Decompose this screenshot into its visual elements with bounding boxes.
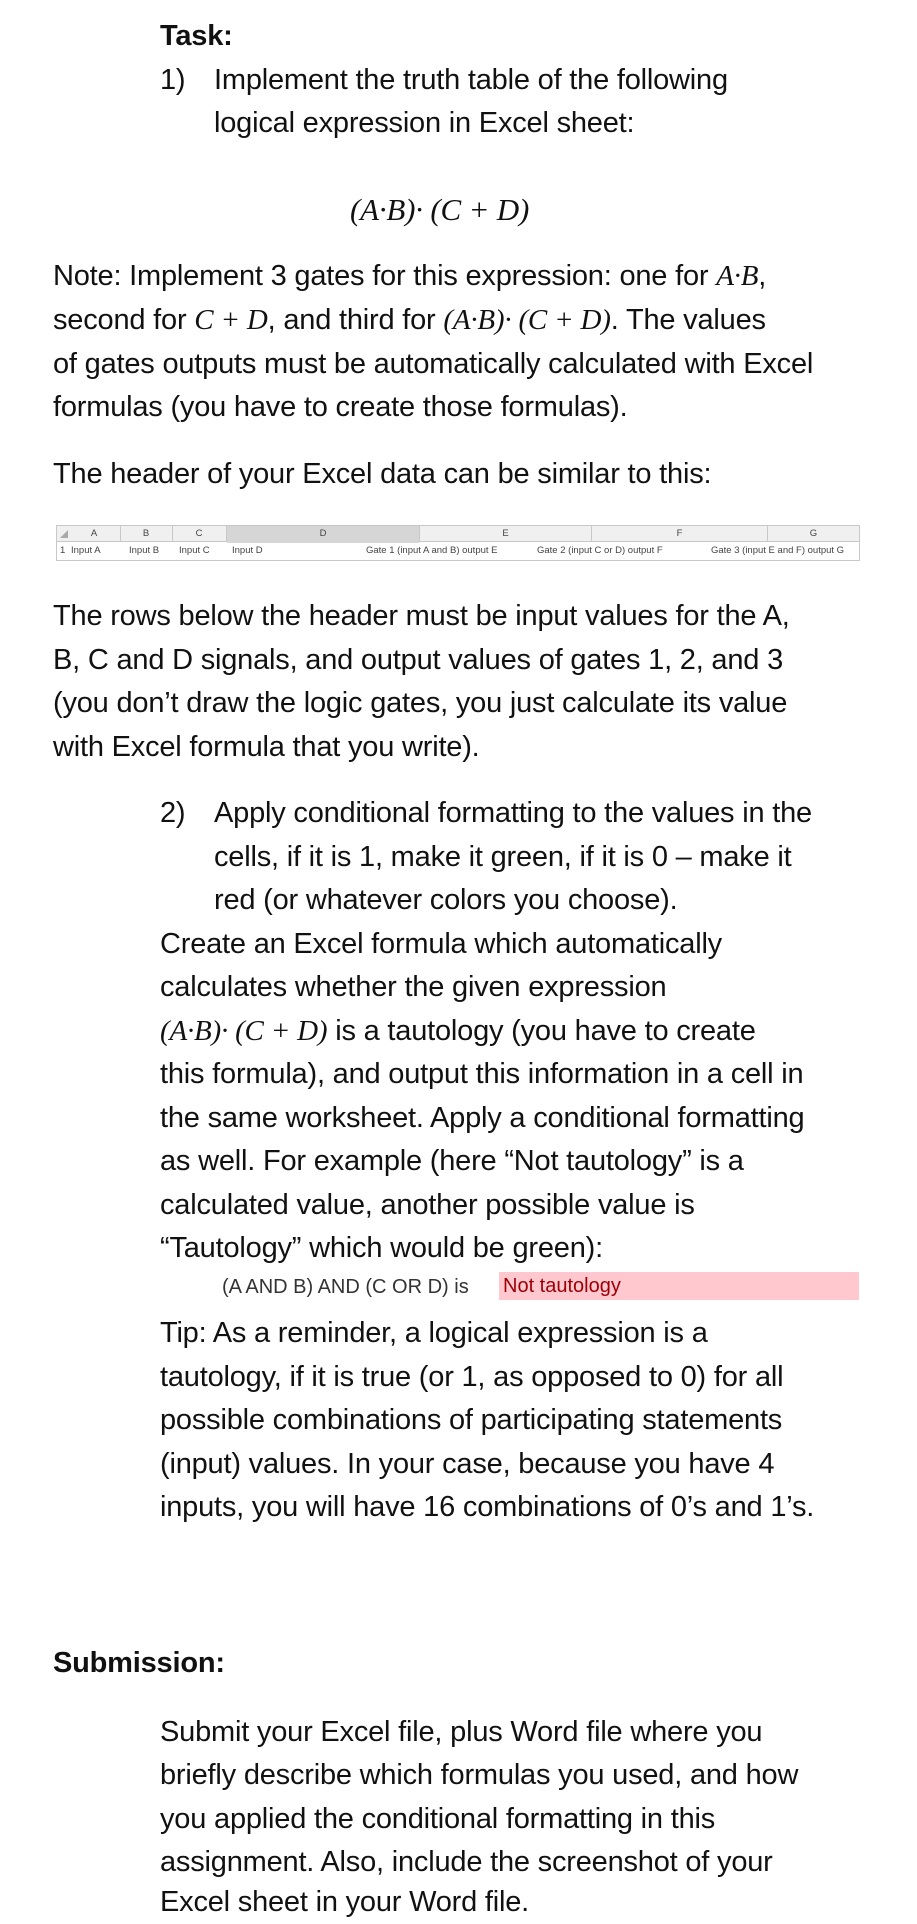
tip-line-4: (input) values. In your case, because you have 4: [160, 1448, 775, 1480]
note-line-2: [53, 298, 766, 342]
item-1-number: 1): [160, 64, 186, 96]
row-number[interactable]: 1: [60, 545, 66, 556]
rows-line-2: B, C and D signals, and output values of gates 1, 2, and 3: [53, 644, 783, 676]
note-line-1: [53, 254, 766, 298]
taut-line-3: [160, 1009, 756, 1053]
tip-line-2: tautology, if it is true (or 1, as opposed to 0) for all: [160, 1361, 784, 1393]
note-text: second for: [53, 304, 195, 336]
submission-line-5: Excel sheet in your Word file.: [160, 1886, 530, 1918]
col-header-e[interactable]: E: [502, 528, 509, 539]
item-2-line-1: Apply conditional formatting to the values in the: [214, 797, 812, 829]
taut-line-5: the same worksheet. Apply a conditional formatting: [160, 1102, 805, 1134]
note-text: . The values: [610, 304, 766, 336]
cell-g1[interactable]: Gate 3 (input E and F) output G: [711, 545, 845, 556]
col-header-a[interactable]: A: [90, 528, 98, 539]
taut-line-8: “Tautology” which would be green):: [160, 1232, 603, 1264]
col-header-b[interactable]: B: [142, 528, 150, 539]
header-intro: The header of your Excel data can be similar to this:: [53, 458, 712, 490]
submission-line-3: you applied the conditional formatting in this: [160, 1803, 716, 1835]
item-2-line-3: red (or whatever colors you choose).: [214, 884, 678, 916]
taut-line-2: calculates whether the given expression: [160, 971, 667, 1003]
expression: (A·B)· (C + D): [350, 192, 530, 227]
note-math: C + D: [194, 304, 268, 336]
col-header-f[interactable]: F: [676, 528, 683, 539]
submission-line-4: assignment. Also, include the screenshot of your: [160, 1846, 773, 1878]
cell-e1[interactable]: Gate 1 (input A and B) output E: [366, 545, 498, 556]
cell-f1[interactable]: Gate 2 (input C or D) output F: [537, 545, 663, 556]
tip-line-3: possible combinations of participating statements: [160, 1404, 783, 1436]
item-2-number: 2): [160, 797, 186, 829]
submission-heading: Submission:: [53, 1647, 225, 1679]
taut-line-6: as well. For example (here “Not tautology” is a: [160, 1145, 744, 1177]
item-2-line-2: cells, if it is 1, make it green, if it is 0 – make it: [214, 841, 792, 873]
header-row: [57, 542, 859, 559]
rows-line-4: with Excel formula that you write).: [53, 731, 480, 763]
item-1-line-1: Implement the truth table of the following: [214, 64, 728, 96]
rows-line-3: (you don’t draw the logic gates, you just calculate its value: [53, 687, 788, 719]
note-line-3: of gates outputs must be automatically calculated with Excel: [53, 348, 814, 380]
task-heading: Task:: [160, 20, 233, 52]
taut-line-7: calculated value, another possible value is: [160, 1189, 695, 1221]
cell-d1[interactable]: Input D: [232, 545, 263, 556]
submission-line-1: Submit your Excel file, plus Word file where you: [160, 1716, 763, 1748]
cell-b1[interactable]: Input B: [129, 545, 160, 556]
col-header-g[interactable]: G: [809, 528, 818, 539]
tautology-value-cell[interactable]: Not tautology: [499, 1272, 859, 1300]
note-text: ,: [758, 260, 767, 292]
note-math: A·B: [716, 260, 759, 292]
excel-header-strip: [56, 525, 860, 561]
note-line-4: formulas (you have to create those formulas).: [53, 391, 628, 423]
col-header-d[interactable]: D: [227, 526, 419, 543]
rows-line-1: The rows below the header must be input values for the A,: [53, 600, 790, 632]
cell-a1[interactable]: Input A: [71, 545, 101, 556]
cell-c1[interactable]: Input C: [179, 545, 210, 556]
submission-line-2: briefly describe which formulas you used, and how: [160, 1759, 799, 1791]
item-1-line-2: logical expression in Excel sheet:: [214, 107, 635, 139]
tautology-label: (A AND B) AND (C OR D) is: [222, 1276, 469, 1298]
note-math: (A·B)· (C + D): [443, 304, 611, 336]
note-text: Note: Implement 3 gates for this expression: one for: [53, 260, 717, 292]
tip-line-5: inputs, you will have 16 combinations of 0’s and 1’s.: [160, 1491, 815, 1523]
note-text: , and third for: [267, 304, 444, 336]
taut-line-4: this formula), and output this information in a cell in: [160, 1058, 804, 1090]
tip-line-1: Tip: As a reminder, a logical expression is a: [160, 1317, 708, 1349]
taut-math: (A·B)· (C + D): [160, 1015, 328, 1047]
column-headers: [57, 526, 859, 542]
taut-text: is a tautology (you have to create: [327, 1015, 756, 1047]
taut-line-1: Create an Excel formula which automatically: [160, 928, 722, 960]
select-all-corner[interactable]: [57, 526, 69, 541]
col-header-c[interactable]: C: [195, 528, 203, 539]
